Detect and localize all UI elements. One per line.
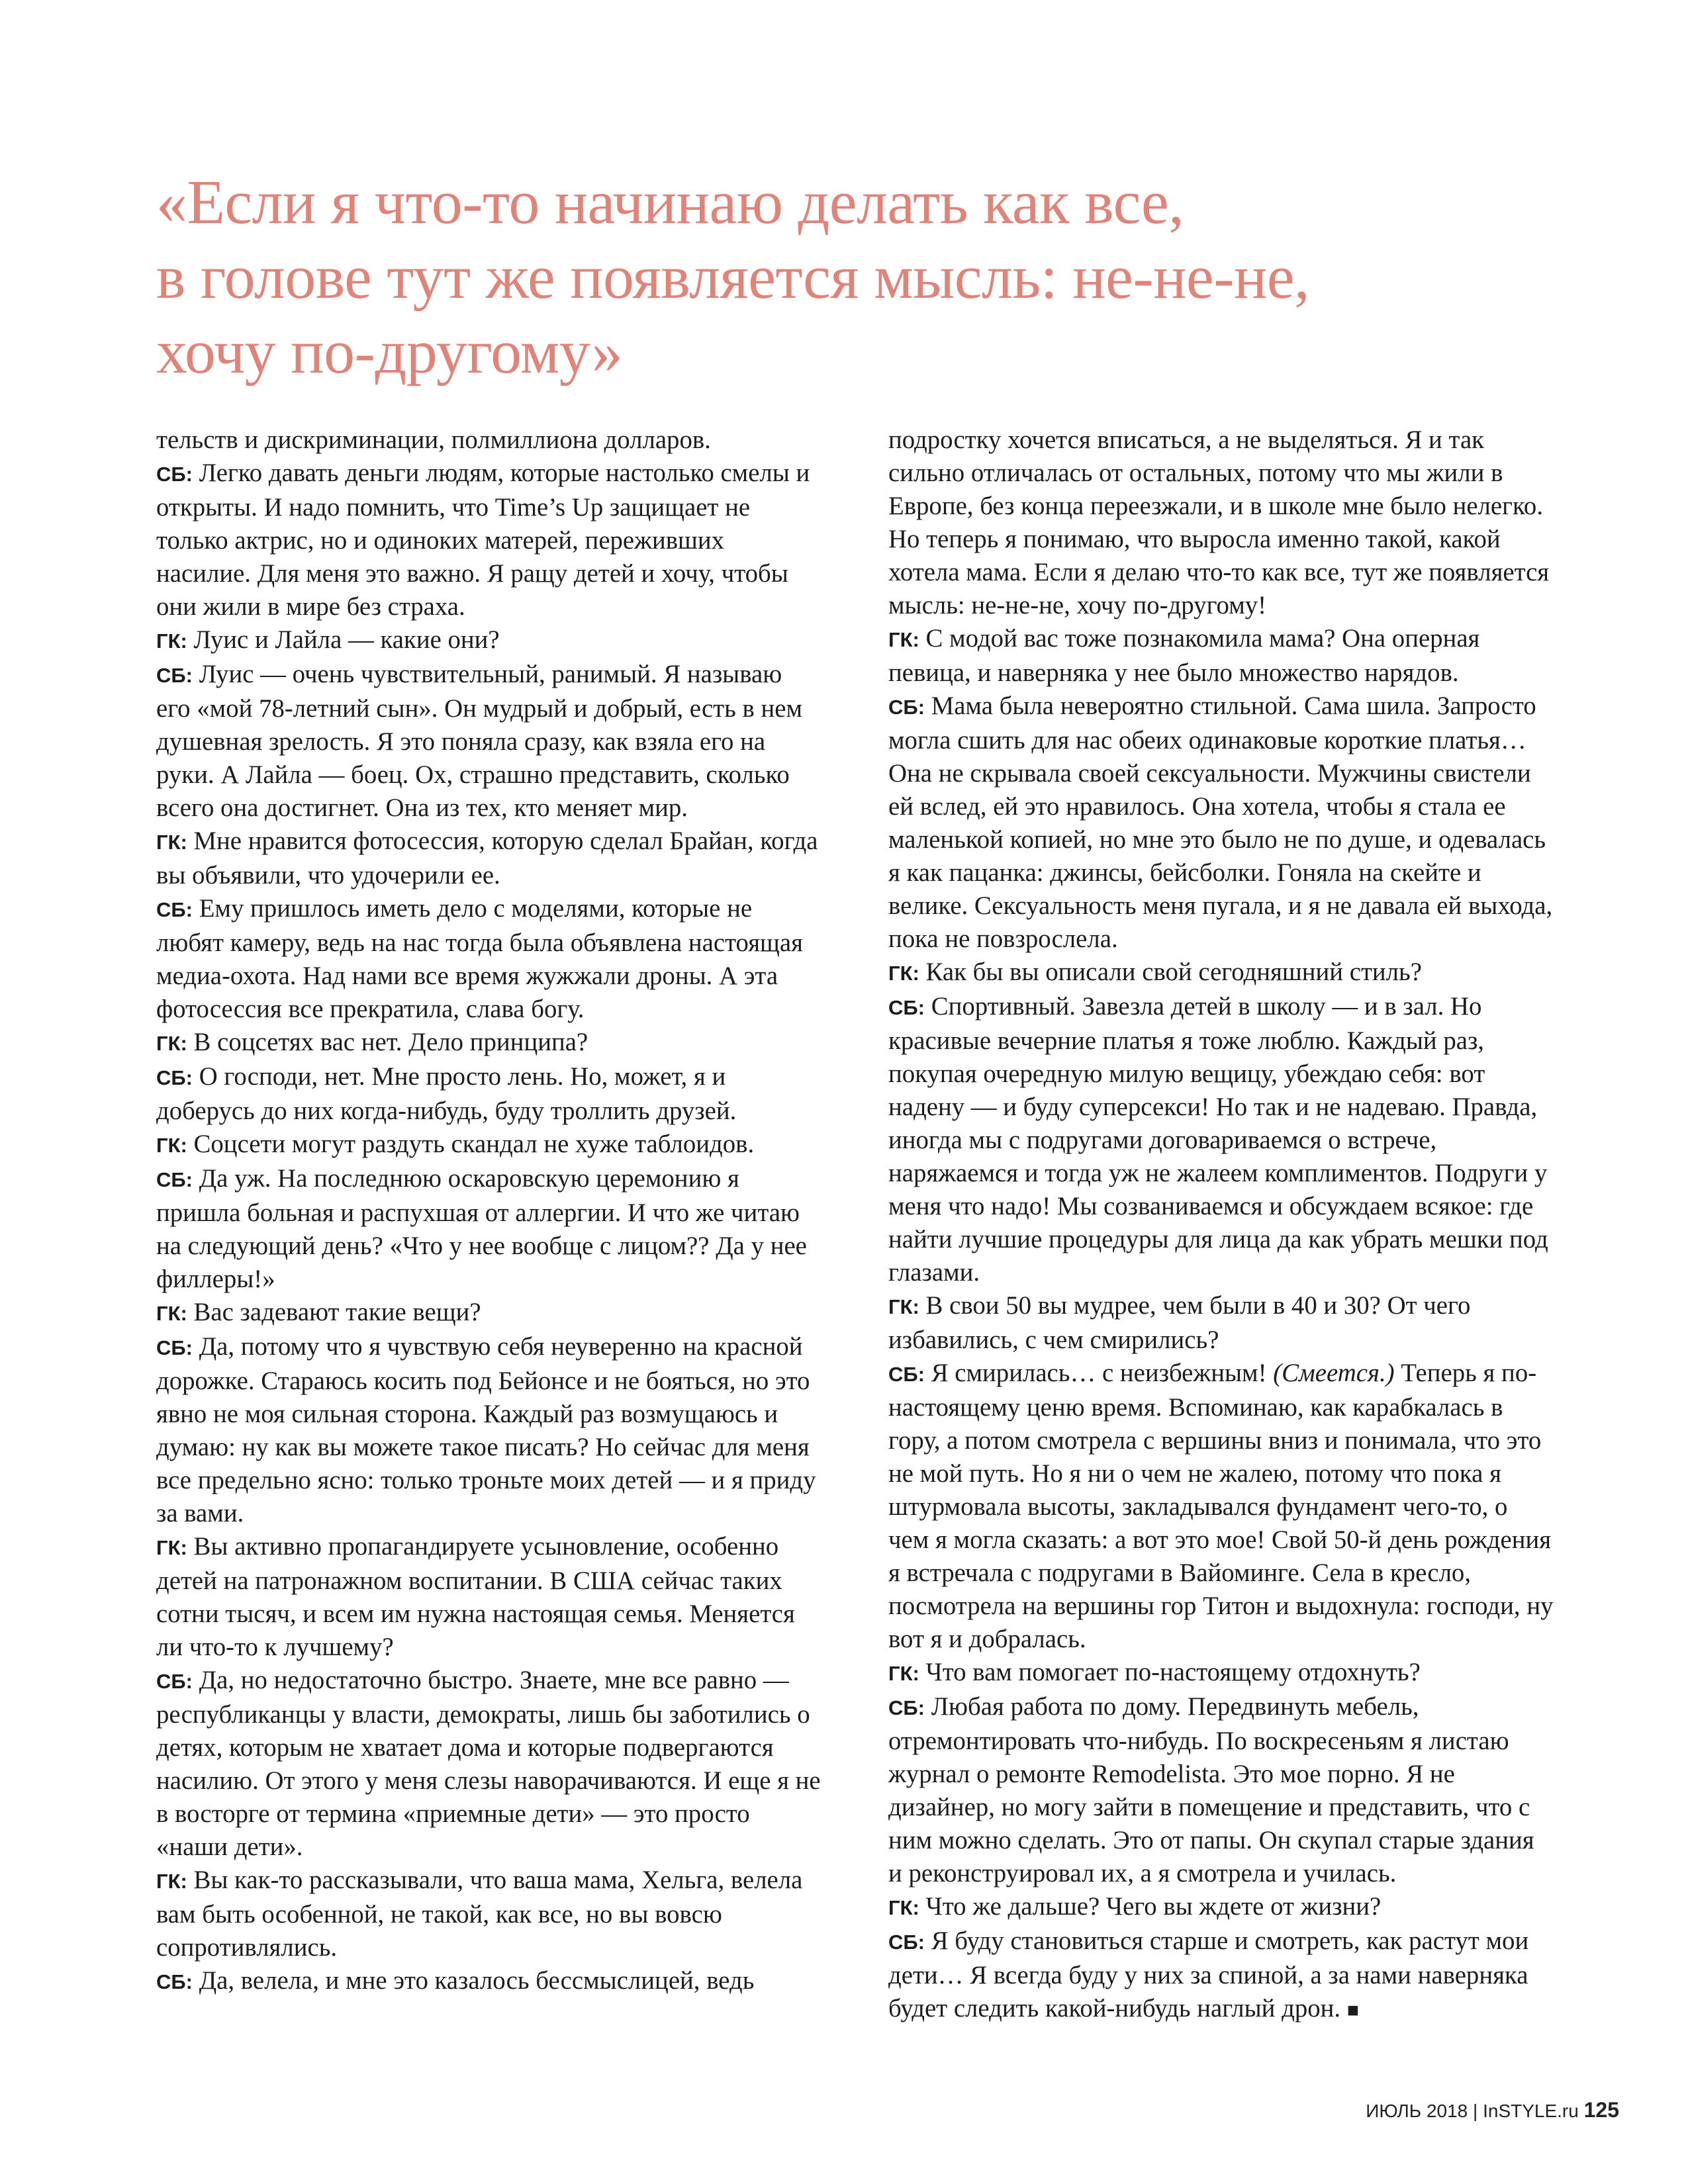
speaker-label: СБ:	[156, 463, 193, 486]
speaker-label: ГК:	[156, 1536, 187, 1559]
paragraph-text: В соцсетях вас нет. Дело принципа?	[187, 1028, 588, 1056]
paragraph-text: Что же дальше? Чего вы ждете от жизни?	[919, 1892, 1382, 1921]
left-column	[156, 424, 822, 1999]
paragraph-text: Любая работа по дому. Передвинуть мебель, отремонтировать что-нибудь. По воскресеньям я листаю журнал о ремонте Remodelista. Это мое порно. Я не дизайнер, но могу зайти в помещение и представить, что с ним можно сделать. Это от папы. Он скупал старые здания и реконструировал их, а я смотрела и училась.	[888, 1692, 1534, 1888]
paragraph-text: Соцсети могут раздуть скандал не хуже таблоидов.	[187, 1130, 755, 1158]
paragraph	[156, 1060, 822, 1128]
speaker-label: СБ:	[888, 1931, 925, 1954]
speaker-label: ГК:	[156, 1302, 187, 1325]
paragraph	[156, 1964, 822, 1999]
paragraph	[888, 1890, 1554, 1925]
speaker-label: СБ:	[888, 1696, 925, 1719]
speaker-label: СБ:	[156, 1970, 193, 1993]
speaker-label: СБ:	[156, 1336, 193, 1359]
pull-quote-line: «Если я что-то начинаю делать как все,	[156, 168, 1184, 237]
pull-quote-line: в голове тут же появляется мысль: не-не-не,	[156, 243, 1310, 312]
speaker-label: СБ:	[888, 1363, 925, 1386]
issue-date: ИЮЛЬ 2018	[1366, 2101, 1468, 2121]
paragraph-text: Мне нравится фотосессия, которую сделал Брайан, когда вы объявили, что удочерили ее.	[156, 827, 818, 889]
paragraph-text: Теперь я по-настоящему ценю время. Вспоминаю, как карабкалась в гору, а потом смотрела с вершины вниз и понимала, что это не мой путь. Но я ни о чем не жалею, потому что пока я штурмовала высоты, закладывался фундамент чего-то, о чем я могла сказать: а вот это мое! Свой 50-й день рождения я встречала с подругами в Вайоминге. Села в кресло, посмотрела на вершины гор Титон и выдохнула: господи, ну вот я и добралась.	[888, 1359, 1554, 1653]
speaker-label: ГК:	[156, 1134, 187, 1157]
paragraph	[156, 892, 822, 1026]
speaker-label: СБ:	[888, 696, 925, 719]
speaker-label: ГК:	[888, 962, 919, 985]
paragraph-text: Да уж. На последнюю оскаровскую церемонию я пришла больная и распухшая от аллергии. И что же читаю на следующий день? «Что у нее вообще с лицом?? Да у нее филлеры!»	[156, 1164, 807, 1293]
end-mark-icon: ■	[1346, 1999, 1359, 2021]
paragraph	[888, 622, 1554, 690]
paragraph-text: Спортивный. Завезла детей в школу — и в зал. Но красивые вечерние платья я тоже люблю. Каждый раз, покупая очередную милую вещицу, убеждаю себя: вот надену — и буду суперсекси! Но так и не надеваю. Правда, иногда мы с подругами договариваемся о встрече, наряжаемся и тогда уж не жалеем комплиментов. Подруги у меня что надо! Мы созваниваемся и обсуждаем всякое: где найти лучшие процедуры для лица да как убрать мешки под глазами.	[888, 992, 1548, 1287]
speaker-label: ГК:	[888, 1662, 919, 1685]
paragraph	[156, 424, 822, 457]
speaker-label: ГК:	[888, 1295, 919, 1318]
paragraph-text: Да, потому что я чувствую себя неуверенно на красной дорожке. Стараюсь косить под Бейонсе и не бояться, но это явно не моя сильная сторона. Каждый раз возмущаюсь и думаю: ну как вы можете такое писать? Но сейчас для меня все предельно ясно: только троньте моих детей — и я приду за вами.	[156, 1332, 816, 1527]
paragraph-text: Да, но недостаточно быстро. Знаете, мне все равно — республиканцы у власти, демократы, лишь бы заботились о детях, которым не хватает дома и которые подвергаются насилию. От этого у меня слезы наворачиваются. И еще я не в восторге от термина «приемные дети» — это просто «наши дети».	[156, 1666, 821, 1861]
speaker-label: ГК:	[156, 831, 187, 854]
paragraph	[156, 1330, 822, 1530]
paragraph	[888, 424, 1554, 622]
speaker-label: СБ:	[156, 1066, 193, 1089]
pull-quote	[156, 165, 1579, 390]
paragraph-text: Я буду становиться старше и смотреть, как растут мои дети… Я всегда буду у них за спиной, а за нами наверняка будет следить какой-нибудь наглый дрон.	[888, 1927, 1529, 2023]
speaker-label: ГК:	[156, 1870, 187, 1893]
paragraph-text: Луис — очень чувствительный, ранимый. Я называю его «мой 78-летний сын». Он мудрый и добрый, есть в нем душевная зрелость. Я это поняла сразу, как взяла его на руки. А Лайла — боец. Ох, страшно представить, сколько всего она достигнет. Она из тех, кто меняет мир.	[156, 660, 803, 822]
paragraph	[888, 690, 1554, 956]
right-column	[888, 424, 1554, 2027]
paragraph	[156, 1026, 822, 1060]
paragraph-text: С модой вас тоже познакомила мама? Она оперная певица, и наверняка у нее было множество нарядов.	[888, 624, 1480, 687]
magazine-site: InSTYLE.ru	[1483, 2101, 1579, 2121]
paragraph-text: Что вам помогает по-настоящему отдохнуть?	[919, 1658, 1421, 1686]
paragraph-text: Вас задевают такие вещи?	[187, 1298, 481, 1326]
paragraph-text: тельств и дискриминации, полмиллиона долларов.	[156, 426, 711, 454]
paragraph-text: Вы активно пропагандируете усыновление, особенно детей на патронажном воспитании. В США сейчас таких сотни тысяч, и всем им нужна настоящая семья. Меняется ли что-то к лучшему?	[156, 1532, 795, 1661]
paragraph	[156, 1664, 822, 1864]
paragraph	[156, 1162, 822, 1296]
paragraph-text: Да, велела, и мне это казалось бессмыслицей, ведь	[193, 1966, 755, 1995]
speaker-label: ГК:	[156, 629, 187, 653]
paragraph	[156, 658, 822, 825]
paragraph	[888, 1289, 1554, 1357]
paragraph-text: В свои 50 вы мудрее, чем были в 40 и 30? От чего избавились, с чем смирились?	[888, 1291, 1471, 1354]
paragraph-text: Как бы вы описали свой сегодняшний стиль?	[919, 958, 1422, 986]
paragraph	[888, 1690, 1554, 1890]
paragraph-text: О господи, нет. Мне просто лень. Но, может, я и доберусь до них когда-нибудь, буду троллить друзей.	[156, 1062, 737, 1125]
paragraph	[888, 990, 1554, 1289]
speaker-label: СБ:	[156, 664, 193, 687]
paragraph	[156, 1864, 822, 1964]
speaker-label: ГК:	[888, 628, 919, 651]
speaker-label: СБ:	[156, 1670, 193, 1693]
paragraph	[888, 1357, 1554, 1656]
page-number: 125	[1583, 2098, 1619, 2122]
speaker-label: СБ:	[156, 1168, 193, 1191]
paragraph	[156, 457, 822, 623]
paragraph-text: Легко давать деньги людям, которые настолько смелы и открыты. И надо помнить, что Time’s Up защищает не только актрис, но и одиноких матерей, переживших насилие. Для меня это важно. Я ращу детей и хочу, чтобы они жили в мире без страха.	[156, 459, 810, 621]
speaker-label: ГК:	[888, 1896, 919, 1919]
speaker-label: СБ:	[888, 996, 925, 1019]
paragraph	[888, 1656, 1554, 1690]
paragraph-text: Мама была невероятно стильной. Сама шила. Запросто могла сшить для нас обеих одинаковые короткие платья… Она не скрывала своей сексуальности. Мужчины свистели ей вслед, ей это нравилось. Она хотела, чтобы я стала ее маленькой копией, но мне это было не по душе, и одевалась я как пацанка: джинсы, бейсболки. Гоняла на скейте и велике. Сексуальность меня пугала, и я не давала ей выхода, пока не повзрослела.	[888, 692, 1553, 953]
paragraph	[156, 825, 822, 892]
paragraph-text: Вы как-то рассказывали, что ваша мама, Хельга, велела вам быть особенной, не такой, как все, но вы вовсю сопротивлялись.	[156, 1866, 803, 1962]
paragraph-text: подростку хочется вписаться, а не выделяться. Я и так сильно отличалась от остальных, потому что мы жили в Европе, без конца переезжали, и в школе мне было нелегко. Но теперь я понимаю, что выросла именно такой, какой хотела мама. Если я делаю что-то как все, тут же появляется мысль: не-не-не, хочу по-другому!	[888, 426, 1550, 619]
paragraph	[888, 1925, 1554, 2027]
paragraph	[156, 1296, 822, 1330]
paragraph	[156, 1530, 822, 1664]
paragraph	[156, 623, 822, 658]
stage-direction: (Смеется.)	[1273, 1359, 1395, 1387]
paragraph	[888, 956, 1554, 990]
paragraph	[156, 1128, 822, 1162]
page-footer	[1366, 2098, 1619, 2122]
paragraph-text: Луис и Лайла — какие они?	[187, 625, 500, 654]
paragraph-text: Я смирилась… с неизбежным!	[925, 1359, 1274, 1387]
paragraph-text: Ему пришлось иметь дело с моделями, которые не любят камеру, ведь на нас тогда была объявлена настоящая медиа-охота. Над нами все время жужжали дроны. А эта фотосессия все прекратила, слава богу.	[156, 894, 803, 1023]
pull-quote-line: хочу по-другому»	[156, 318, 623, 387]
speaker-label: ГК:	[156, 1032, 187, 1055]
speaker-label: СБ:	[156, 898, 193, 921]
footer-separator: |	[1473, 2101, 1478, 2121]
